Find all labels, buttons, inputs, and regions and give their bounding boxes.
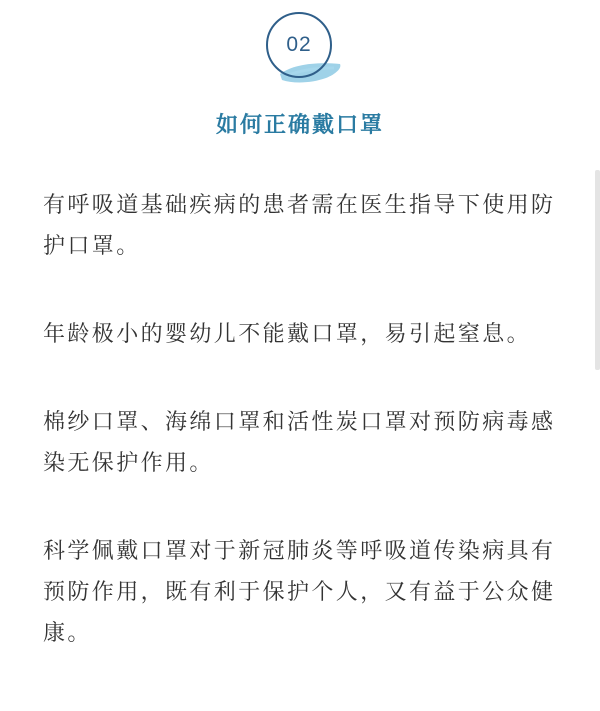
article-body	[43, 185, 563, 701]
section-number: 02	[286, 33, 312, 56]
paragraph-public-health: 科学佩戴口罩对于新冠肺炎等呼吸道传染病具有预防作用，既有利于保护个人，又有益于公众健康。	[43, 539, 556, 646]
scrollbar[interactable]	[595, 170, 600, 370]
paragraph-respiratory-patients: 有呼吸道基础疾病的患者需在医生指导下使用防护口罩。	[43, 193, 556, 259]
paragraph-mask-types: 棉纱口罩、海绵口罩和活性炭口罩对预防病毒感染无保护作用。	[43, 410, 556, 476]
section-number-badge	[266, 12, 332, 78]
section-title: 如何正确戴口罩	[215, 113, 384, 138]
paragraph-infants: 年龄极小的婴幼儿不能戴口罩，易引起窒息。	[43, 322, 532, 347]
